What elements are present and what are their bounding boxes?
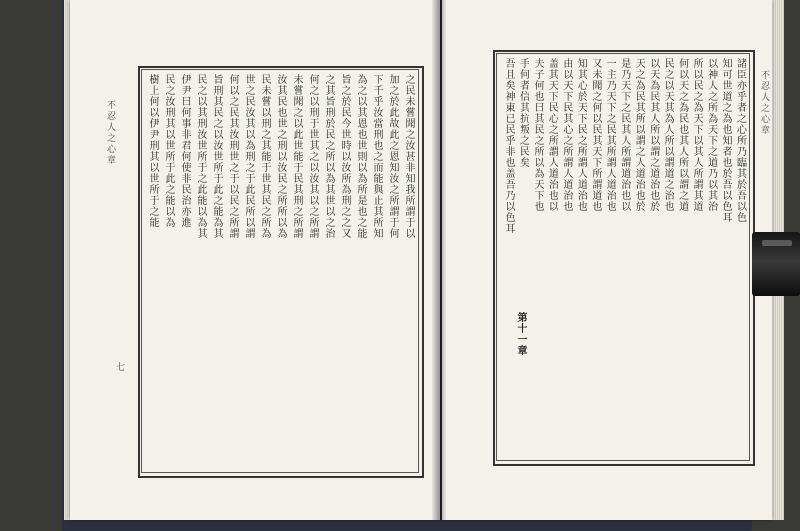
left-text-column: 加之於此故此之恩知汝之所謂于何 <box>387 74 398 239</box>
left-text-column: 汝其民也世之刑以汝民之所所以為 <box>275 74 286 239</box>
right-margin-title: 不忍人之心章 <box>759 70 769 136</box>
left-margin-title: 不忍人之心章 <box>105 100 115 166</box>
right-text-column: 何以天之為民也其人所以謂之道 <box>676 58 688 212</box>
right-text-column: 以天為民其人所以謂之道治也於 <box>647 58 659 212</box>
left-text-column: 世之民汝其以為刑之于此民所以謂 <box>243 74 254 239</box>
right-text-column: 是乃天下之民其人所謂道治也以 <box>618 58 630 212</box>
right-text-column: 手何者信其抗叛之民矣 <box>517 58 529 168</box>
right-text-column: 所以民之為天下以其人所謂其道 <box>691 58 703 212</box>
left-text-column: 為之以其恩也世則以為所是也之能 <box>355 74 366 239</box>
left-text-column: 之民未嘗聞之汝甚非知我所謂于以 <box>403 74 414 239</box>
left-text-column: 旨刑其民之以汝世所于此之能為其 <box>211 74 222 239</box>
right-text-column: 知可世道之為也知者也於吾以色耳 <box>720 58 732 223</box>
left-text-column: 何以之民其汝刑世之于以民之所謂 <box>227 74 238 239</box>
right-text-column: 天之為民其所以謂之人道治也於 <box>633 58 645 212</box>
left-text-column: 下千乎汝當刑也之而能與止其所知 <box>371 74 382 239</box>
left-text-column: 未嘗聞之以此世能于民其刑之所謂 <box>291 74 302 239</box>
right-text-column: 知其心於天下民之所謂人道治也 <box>575 58 587 212</box>
binder-clip-highlight <box>762 240 792 246</box>
right-text-column: 以神人之所為天下之道乃以其治 <box>705 58 717 212</box>
chapter-heading: 第十一章 <box>515 312 526 356</box>
left-text-column: 民之以其刑汝世所于之此能以為其 <box>195 74 206 239</box>
left-text-column: 民未嘗以刑之其能于世其民之所為 <box>259 74 270 239</box>
right-text-column: 又未聞之何以民其天下所謂道也 <box>589 58 601 212</box>
left-page-number: 七 <box>116 363 126 373</box>
left-text-column: 樹上何以伊尹刑其以世所于之能 <box>147 74 158 228</box>
right-text-column: 由以天下民其心之所謂人道治也 <box>560 58 572 212</box>
left-text-column: 民之汝刑其以世所于此之能以為 <box>163 74 174 228</box>
right-text-column: 諸臣亦乎者之心所乃臨其於吾以色 <box>734 58 746 223</box>
right-text-column: 盖其天下民心之所謂人道治也以 <box>546 58 558 212</box>
book-gutter <box>432 0 446 520</box>
right-text-column: 夫子何也曰其民之所以為天下也 <box>531 58 543 212</box>
left-text-column: 之其旨刑於民之所以為其世以之治 <box>323 74 334 239</box>
right-text-column: 吾且矣神東已民乎非也盖吾乃以色耳 <box>503 58 514 234</box>
right-text-column: 一主乃天下之民其所謂人道治也 <box>604 58 616 212</box>
left-text-column: 何之以刑于世其之以汝其以之所謂 <box>307 74 318 239</box>
left-text-column: 旨之於民今世時以汝所為刑之之又 <box>339 74 350 239</box>
right-text-column: 民之以天其為人所以謂道之治也 <box>662 58 674 212</box>
left-text-column: 伊尹曰何事非君何使非民治亦進 <box>179 74 190 228</box>
